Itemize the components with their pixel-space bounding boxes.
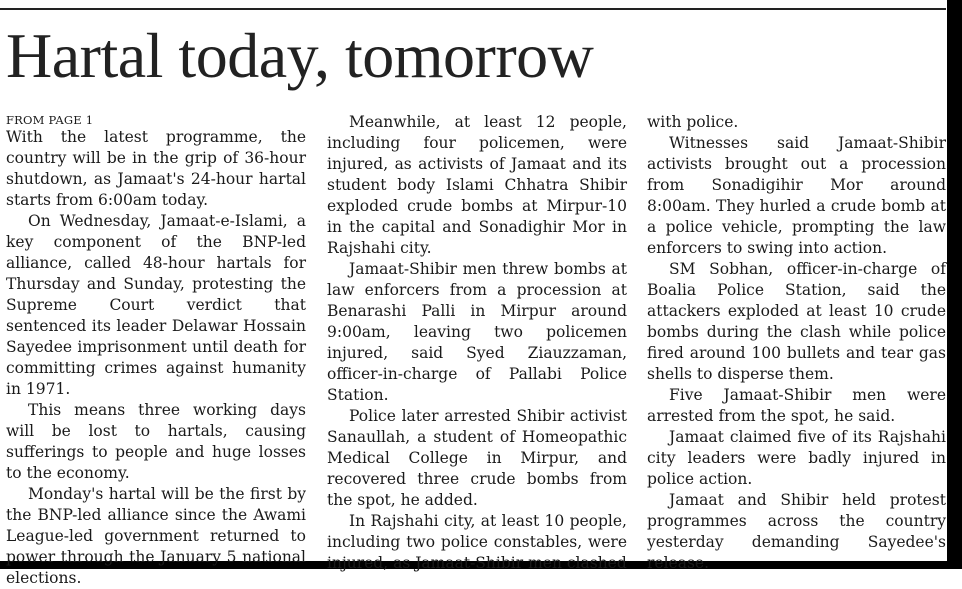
- paragraph: Police later arrested Shibir activist Sanaullah, a student of Homeopathic Medical College in Mirpur, and recovered three crude bombs from the spot, he added.: [327, 407, 627, 509]
- paragraph: Witnesses said Jamaat-Shibir activists brought out a procession from Sonadigihir Mor around 8:00am. They hurled a crude bomb at a police vehicle, prompting the law enforcers to swing into action.: [647, 134, 946, 257]
- paragraph: Meanwhile, at least 12 people, including four policemen, were injured, as activists of Jamaat and its student body Islami Chhatra Shibir exploded crude bombs at Mirpur-10 in the capital and Sonadighir Mor in Rajshahi city.: [327, 113, 627, 257]
- paragraph: Jamaat and Shibir held protest programmes across the country yesterday demanding Sayedee's release.: [647, 491, 946, 572]
- paragraph: Five Jamaat-Shibir men were arrested from the spot, he said.: [647, 386, 946, 425]
- paragraph: Monday's hartal will be the first by the BNP-led alliance since the Awami League-led government returned to power through the January 5 national elections.: [6, 485, 306, 587]
- article-column-1: [6, 112, 306, 589]
- headline: Hartal today, tomorrow: [6, 20, 594, 91]
- paragraph: With the latest programme, the country will be in the grip of 36-hour shutdown, as Jamaat's 24-hour hartal starts from 6:00am today.: [6, 128, 306, 209]
- article-column-2: [327, 112, 627, 574]
- article-column-3: [647, 112, 946, 574]
- paragraph: SM Sobhan, officer-in-charge of Boalia Police Station, said the attackers exploded at least 10 crude bombs during the clash while police fired around 100 bullets and tear gas shells to disperse them.: [647, 260, 946, 383]
- right-border: [947, 0, 962, 569]
- paragraph: This means three working days will be lost to hartals, causing sufferings to people and huge losses to the economy.: [6, 401, 306, 482]
- paragraph: with police.: [647, 113, 739, 131]
- paragraph: Jamaat claimed five of its Rajshahi city leaders were badly injured in police action.: [647, 428, 946, 488]
- paragraph: On Wednesday, Jamaat-e-Islami, a key component of the BNP-led alliance, called 48-hour hartals for Thursday and Sunday, protesting the Supreme Court verdict that sentenced its leader Delawar Hossain Sayedee imprisonment until death for committing crimes against humanity in 1971.: [6, 212, 306, 398]
- continuation-label: FROM PAGE 1: [6, 113, 94, 127]
- paragraph: Jamaat-Shibir men threw bombs at law enforcers from a procession at Benarashi Palli in Mirpur around 9:00am, leaving two policemen injured, said Syed Ziauzzaman, officer-in-charge of Pallabi Police Station.: [327, 260, 627, 404]
- paragraph: In Rajshahi city, at least 10 people, including two police constables, were injured, as Jamaat-Shibir men clashed: [327, 512, 627, 572]
- top-rule: [0, 8, 946, 10]
